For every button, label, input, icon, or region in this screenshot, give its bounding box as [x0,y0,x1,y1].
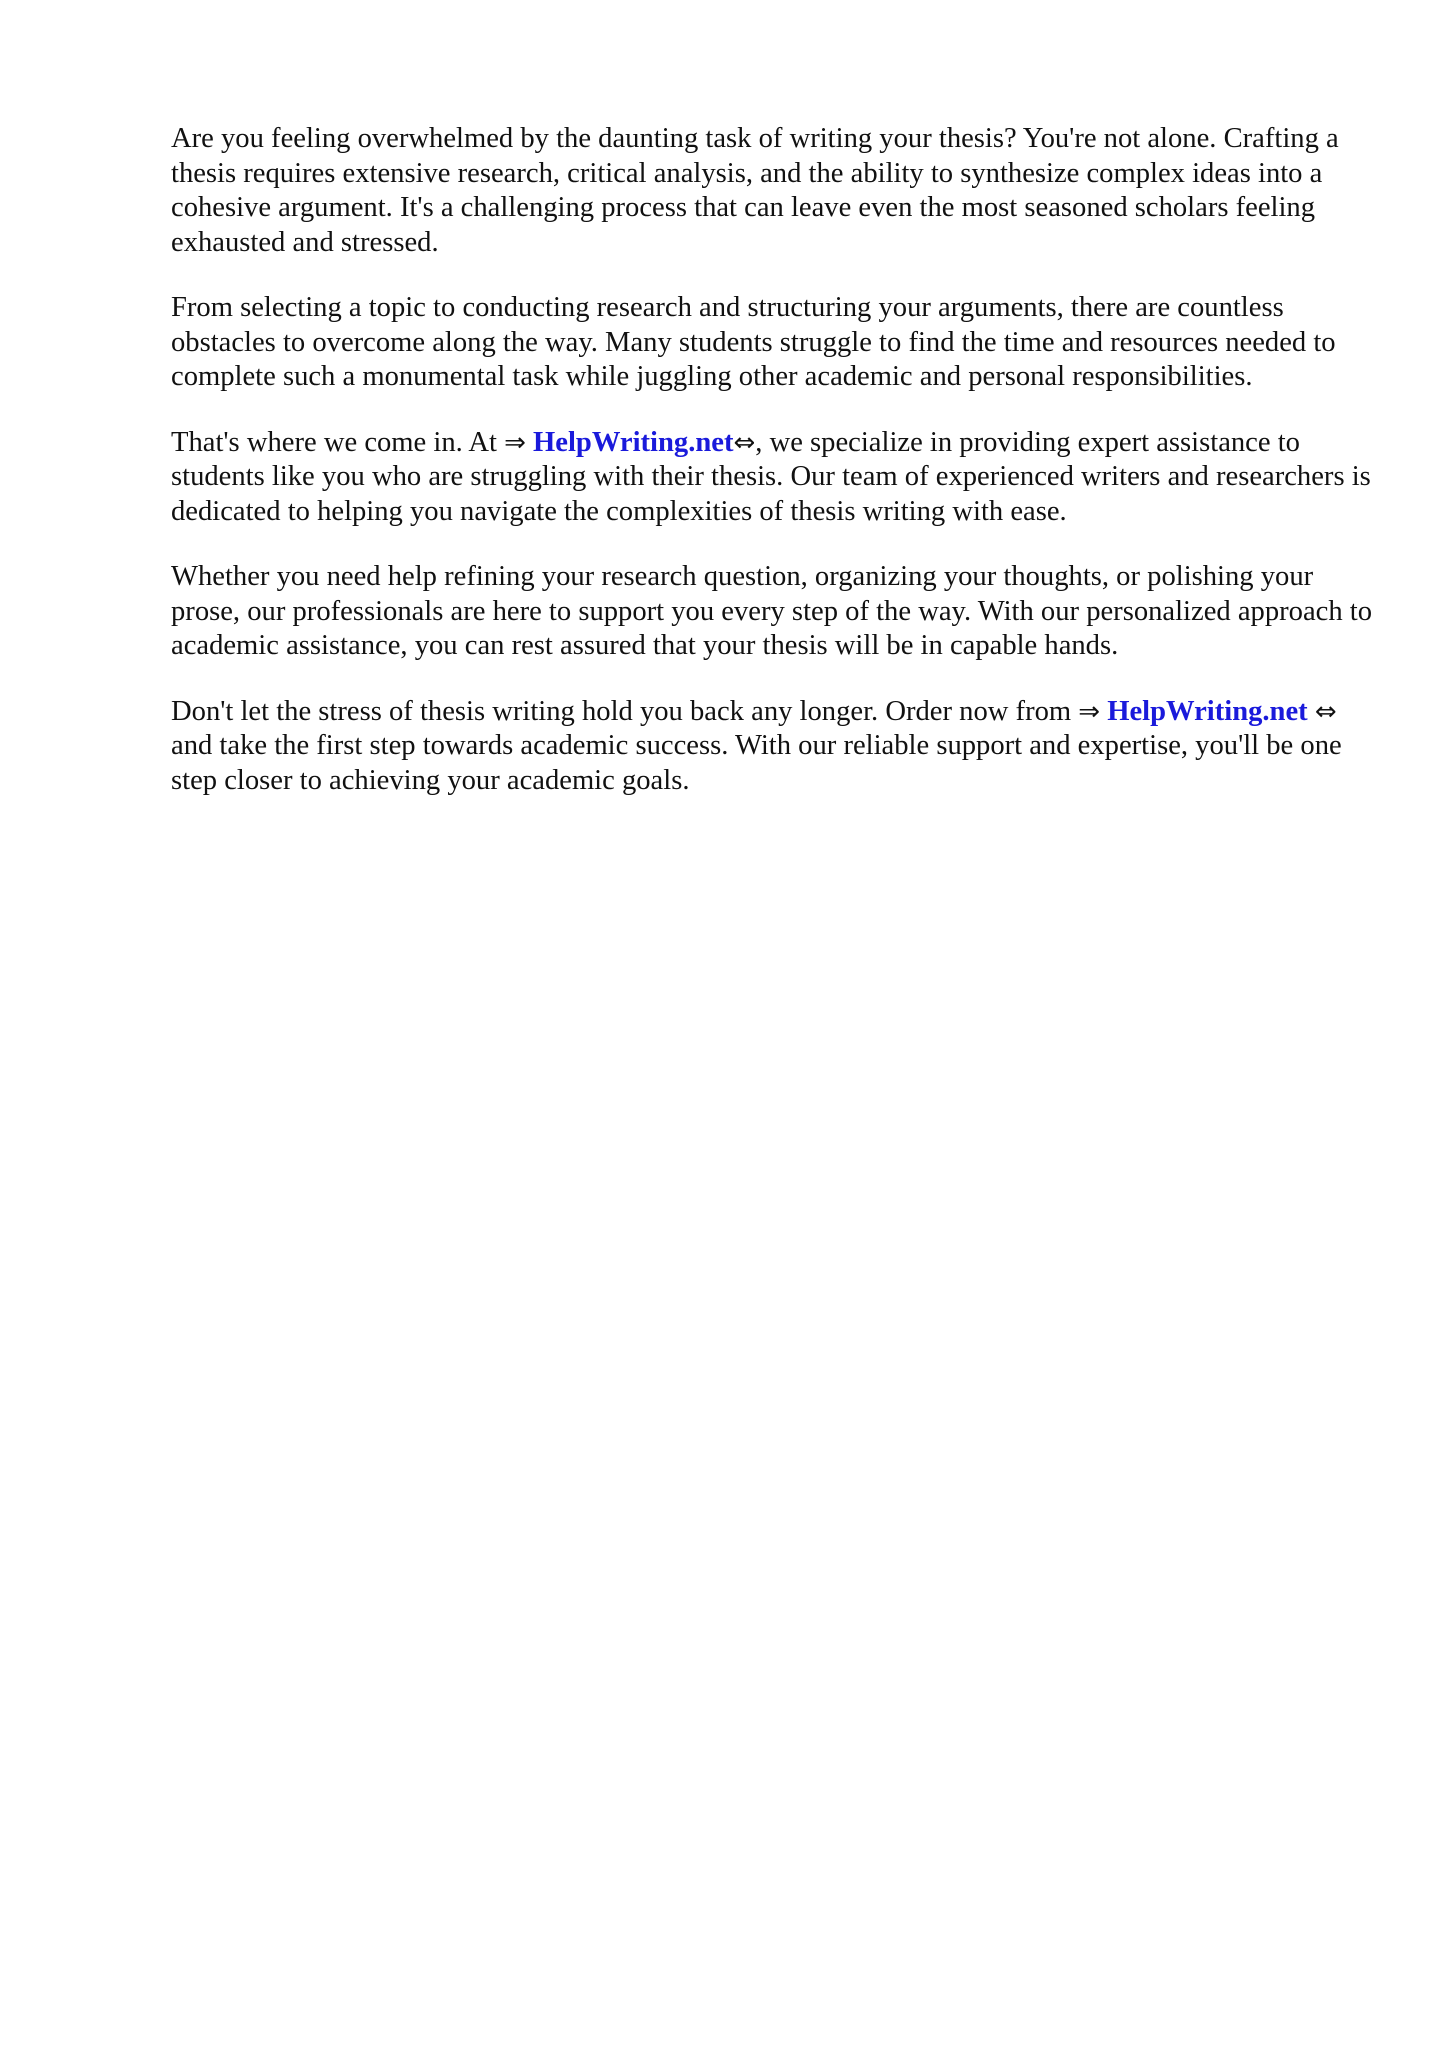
helpwriting-order-link[interactable]: HelpWriting.net [1107,695,1308,727]
paragraph-cta-lead: Don't let the stress of thesis writing hold you back any longer. Order now from [171,695,1079,727]
paragraph-support: Whether you need help refining your research question, organizing your thoughts, or polishing your prose, our professionals are here to support you every step of the way. With our personalized approach to academic assistance, you can rest assured that your thesis will be in capable hands. [171,561,1373,661]
paragraph-obstacles: From selecting a topic to conducting research and structuring your arguments, there are countless obstacles to overcome along the way. Many students struggle to find the time and resources needed to complete such a monumental task while juggling other academic and personal responsibilities. [171,292,1336,392]
paragraph-service-lead: That's where we come in. At [171,426,505,458]
double-arrow-icon: ⇔ [733,427,756,458]
helpwriting-link[interactable]: HelpWriting.net [533,426,734,458]
document-body [171,122,1381,829]
paragraph-service-rest: , we specialize in providing expert assistance to students like you who are struggling with their thesis. Our team of experienced writers and researchers is dedicated to helping you navigate the complexities of thesis writing with ease. [171,426,1371,527]
right-arrow-icon: ⇒ [1078,696,1101,727]
paragraph-service [171,426,1381,530]
double-arrow-icon: ⇔ [1314,696,1337,727]
paragraph-cta-rest: and take the first step towards academic success. With our reliable support and expertise, you'll be one step closer to achieving your academic goals. [171,730,1342,796]
paragraph-intro: Are you feeling overwhelmed by the daunting task of writing your thesis? You're not alone. Crafting a thesis requires extensive research, critical analysis, and the ability to synthesize complex ideas into a cohesive argument. It's a challenging process that can leave even the most seasoned scholars feeling exhausted and stressed. [171,123,1339,258]
paragraph-call-to-action [171,695,1381,799]
right-arrow-icon: ⇒ [504,427,526,458]
